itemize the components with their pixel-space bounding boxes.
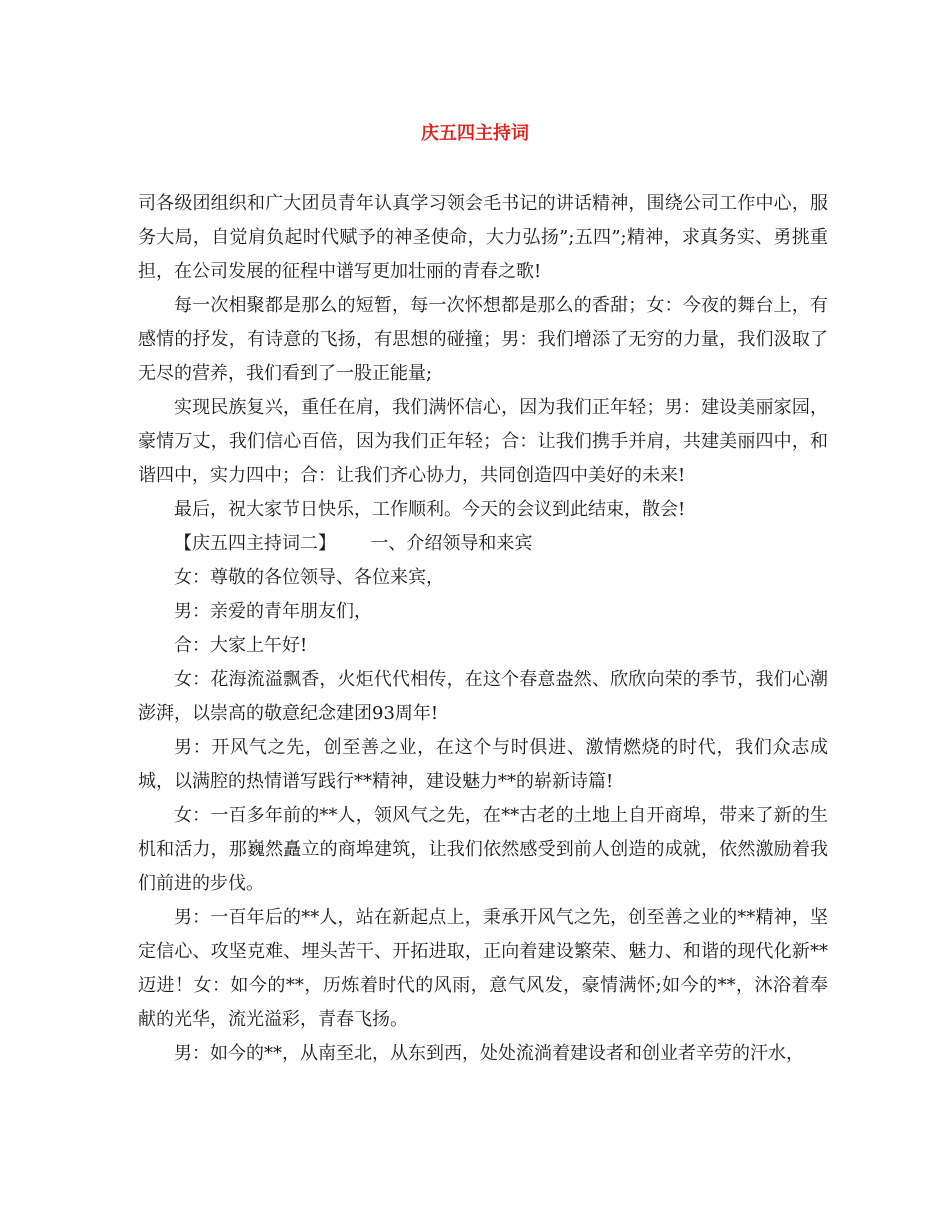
section-heading: 【庆五四主持词二】 一、介绍领导和来宾 (174, 533, 533, 554)
document-title: 庆五四主持词 (421, 123, 529, 144)
paragraph: 男：开风气之先，创至善之业，在这个与时俱进、激情燃烧的时代，我们众志成城，以满腔的热情谱写践行**精神，建设魅力**的崭新诗篇! (138, 737, 828, 792)
paragraph: 每一次相聚都是那么的短暂，每一次怀想都是那么的香甜；女：今夜的舞台上，有感情的抒发，有诗意的飞扬，有思想的碰撞；男：我们增添了无穷的力量，我们汲取了无尽的营养，我们看到了一股正能量; (138, 295, 828, 384)
paragraph: 女：尊敬的各位领导、各位来宾， (174, 567, 444, 588)
paragraph: 女：花海流溢飘香，火炬代代相传，在这个春意盎然、欣欣向荣的季节，我们心潮澎湃，以崇高的敬意纪念建团93周年! (138, 669, 828, 724)
paragraph: 司各级团组织和广大团员青年认真学习领会毛书记的讲话精神，围绕公司工作中心，服务大局，自觉肩负起时代赋予的神圣使命，大力弘扬”;五四”;精神，求真务实、勇挑重担，在公司发展的征程中谱写更加壮丽的青春之歌! (138, 193, 828, 282)
paragraph: 男：如今的**，从南至北，从东到西，处处流淌着建设者和创业者辛劳的汗水， (174, 1043, 804, 1064)
document-body (138, 187, 828, 1071)
paragraph: 最后，祝大家节日快乐，工作顺利。今天的会议到此结束，散会! (174, 499, 686, 520)
paragraph: 女：一百多年前的**人，领风气之先，在**古老的土地上自开商埠，带来了新的生机和活力，那巍然矗立的商埠建筑，让我们依然感受到前人创造的成就，依然激励着我们前进的步伐。 (138, 805, 828, 894)
paragraph: 男：一百年后的**人，站在新起点上，秉承开风气之先，创至善之业的**精神，坚定信心、攻坚克难、埋头苦干、开拓进取，正向着建设繁荣、魅力、和谐的现代化新**迈进！女：如今的**，历炼着时代的风雨，意气风发，豪情满怀;如今的**，沐浴着奉献的光华，流光溢彩，青春飞扬。 (138, 907, 828, 1030)
paragraph: 合：大家上午好! (174, 635, 308, 656)
paragraph: 实现民族复兴，重任在肩，我们满怀信心，因为我们正年轻；男：建设美丽家园，豪情万丈，我们信心百倍，因为我们正年轻；合：让我们携手并肩，共建美丽四中，和谐四中，实力四中；合：让我们齐心协力，共同创造四中美好的未来! (138, 397, 828, 486)
paragraph: 男：亲爱的青年朋友们， (174, 601, 372, 622)
